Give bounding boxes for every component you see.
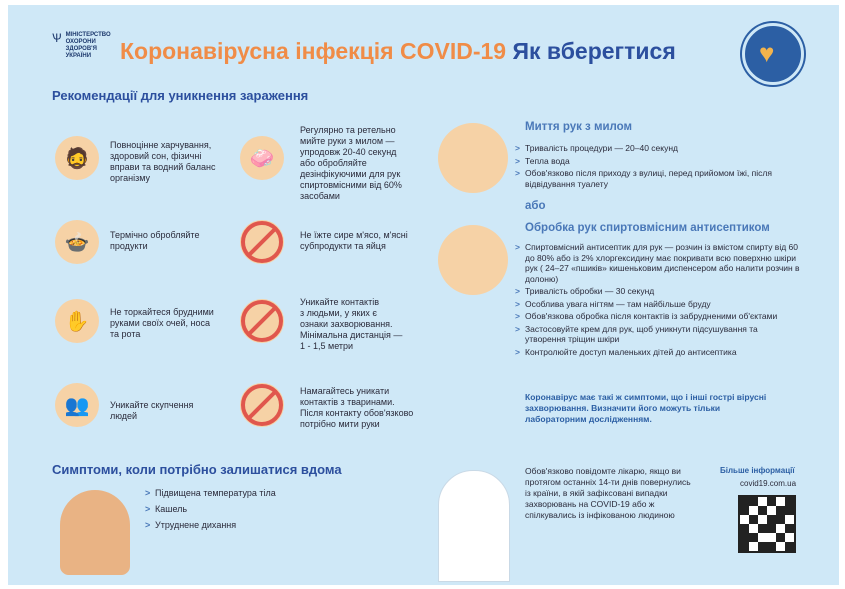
symptom-item: > Кашель bbox=[145, 502, 345, 516]
ministry-name: МІНІСТЕРСТВО ОХОРОНИ ЗДОРОВ'Я УКРАЇНИ bbox=[65, 32, 111, 59]
handwash-item: > Тривалість процедури — 20–40 секунд bbox=[515, 143, 800, 154]
soap-hands-icon bbox=[438, 123, 508, 193]
sanitizer-item: > Контролюйте доступ маленьких дітей до антисептика bbox=[515, 347, 800, 358]
sanitizer-list bbox=[515, 242, 800, 359]
covid-warning: Коронавірус має такі ж симптоми, що і інші гострі вірусні захворювання. Визначити його можуть тільки лабораторним дослідженням. bbox=[525, 392, 767, 424]
crowd-icon: 👥 bbox=[55, 383, 99, 427]
title-main: Коронавірусна інфекція COVID-19 bbox=[120, 38, 507, 64]
cooking-pot-icon: 🍲 bbox=[55, 220, 99, 264]
tip-avoid-crowds: Уникайте скупчення людей bbox=[110, 400, 194, 421]
symptom-item: > Підвищена температура тіла bbox=[145, 486, 345, 500]
sanitizer-item: > Тривалість обробки — 30 секунд bbox=[515, 286, 800, 297]
sanitizer-item: > Застосовуйте крем для рук, щоб уникнути підсушування та утворення тріщин шкіри bbox=[515, 324, 800, 345]
tip-cook-food: Термічно обробляйте продукти bbox=[110, 230, 200, 251]
page-title bbox=[120, 38, 676, 65]
sanitizer-title: Обробка рук спиртовмісним антисептиком bbox=[525, 222, 770, 234]
symptoms-list bbox=[145, 486, 345, 534]
handwash-item: > Тепла вода bbox=[515, 156, 800, 167]
no-raw-meat-icon bbox=[240, 220, 284, 264]
sick-person-icon bbox=[60, 490, 130, 575]
tip-no-touch-face: Не торкайтеся брудними руками своїх очей, носа та рота bbox=[110, 307, 214, 339]
healthy-lifestyle-icon: 🧔 bbox=[55, 136, 99, 180]
no-handshake-icon bbox=[240, 299, 284, 343]
symptoms-title: Симптоми, коли потрібно залишатися вдома bbox=[52, 462, 342, 477]
qr-code-icon[interactable] bbox=[738, 495, 796, 553]
more-info-label: Більше інформації bbox=[720, 466, 795, 475]
dirty-hand-icon: ✋ bbox=[55, 299, 99, 343]
sanitizer-bottle-icon bbox=[438, 225, 508, 295]
tip-wash-hands: Регулярно та ретельно мийте руки з милом — упродовж 20-40 секунд або обробляйте дезінфікуючими для рук спиртовмісними від 60% засобами bbox=[300, 125, 402, 201]
symptom-item: > Утруднене дихання bbox=[145, 518, 345, 532]
doctor-notice: Обов'язково повідомте лікарю, якщо ви протягом останніх 14-ти днів повернулись із країни, в якій зафіксовані випадки захворювань на COVID-19 або ж спілкувались із інфікованою людиною bbox=[525, 466, 691, 520]
title-sub: Як вберегтися bbox=[512, 38, 676, 64]
no-animals-icon bbox=[240, 383, 284, 427]
handwash-list bbox=[515, 143, 800, 191]
trident-icon: Ѱ bbox=[52, 31, 62, 45]
sanitizer-item: > Особлива увага нігтям — там найбільше бруду bbox=[515, 299, 800, 310]
site-link[interactable]: covid19.com.ua bbox=[740, 479, 797, 488]
prevention-title: Рекомендації для уникнення зараження bbox=[52, 88, 309, 103]
tip-avoid-sick-contact: Уникайте контактів з людьми, у яких є ознаки захворювання. Мінімальна дистанція — 1 - 1,5 метри bbox=[300, 297, 403, 351]
tip-no-raw-meat: Не їжте сире м'ясо, м'ясні субпродукти та яйця bbox=[300, 230, 408, 251]
handwash-item: > Обов'язково після приходу з вулиці, перед прийомом їжі, після відвідування туалету bbox=[515, 168, 800, 189]
doctor-icon bbox=[438, 470, 510, 582]
handwash-title: Миття рук з милом bbox=[525, 121, 633, 133]
handwash-icon: 🧼 bbox=[240, 136, 284, 180]
or-label: або bbox=[525, 200, 546, 212]
tip-avoid-animals: Намагайтесь уникати контактів з тваринами. Після контакту обов'язково потрібно мити руки bbox=[300, 386, 414, 429]
heart-emblem-icon: ♥ bbox=[742, 23, 804, 85]
tip-lifestyle: Повноцінне харчування, здоровий сон, фізичні вправи та водний баланс організму bbox=[110, 140, 216, 183]
sanitizer-item: > Обов'язкова обробка після контактів із забрудненими об'єктами bbox=[515, 311, 800, 322]
sanitizer-item: > Спиртовмісний антисептик для рук — розчин із вмістом спирту від 60 до 80% або із 2% хлоргексидину має покривати всю поверхню шкіри рук ( 24–27 «пшиків» кишеньковим диспенсером або налити розчин в долоню) bbox=[515, 242, 800, 284]
ministry-logo bbox=[52, 32, 116, 60]
